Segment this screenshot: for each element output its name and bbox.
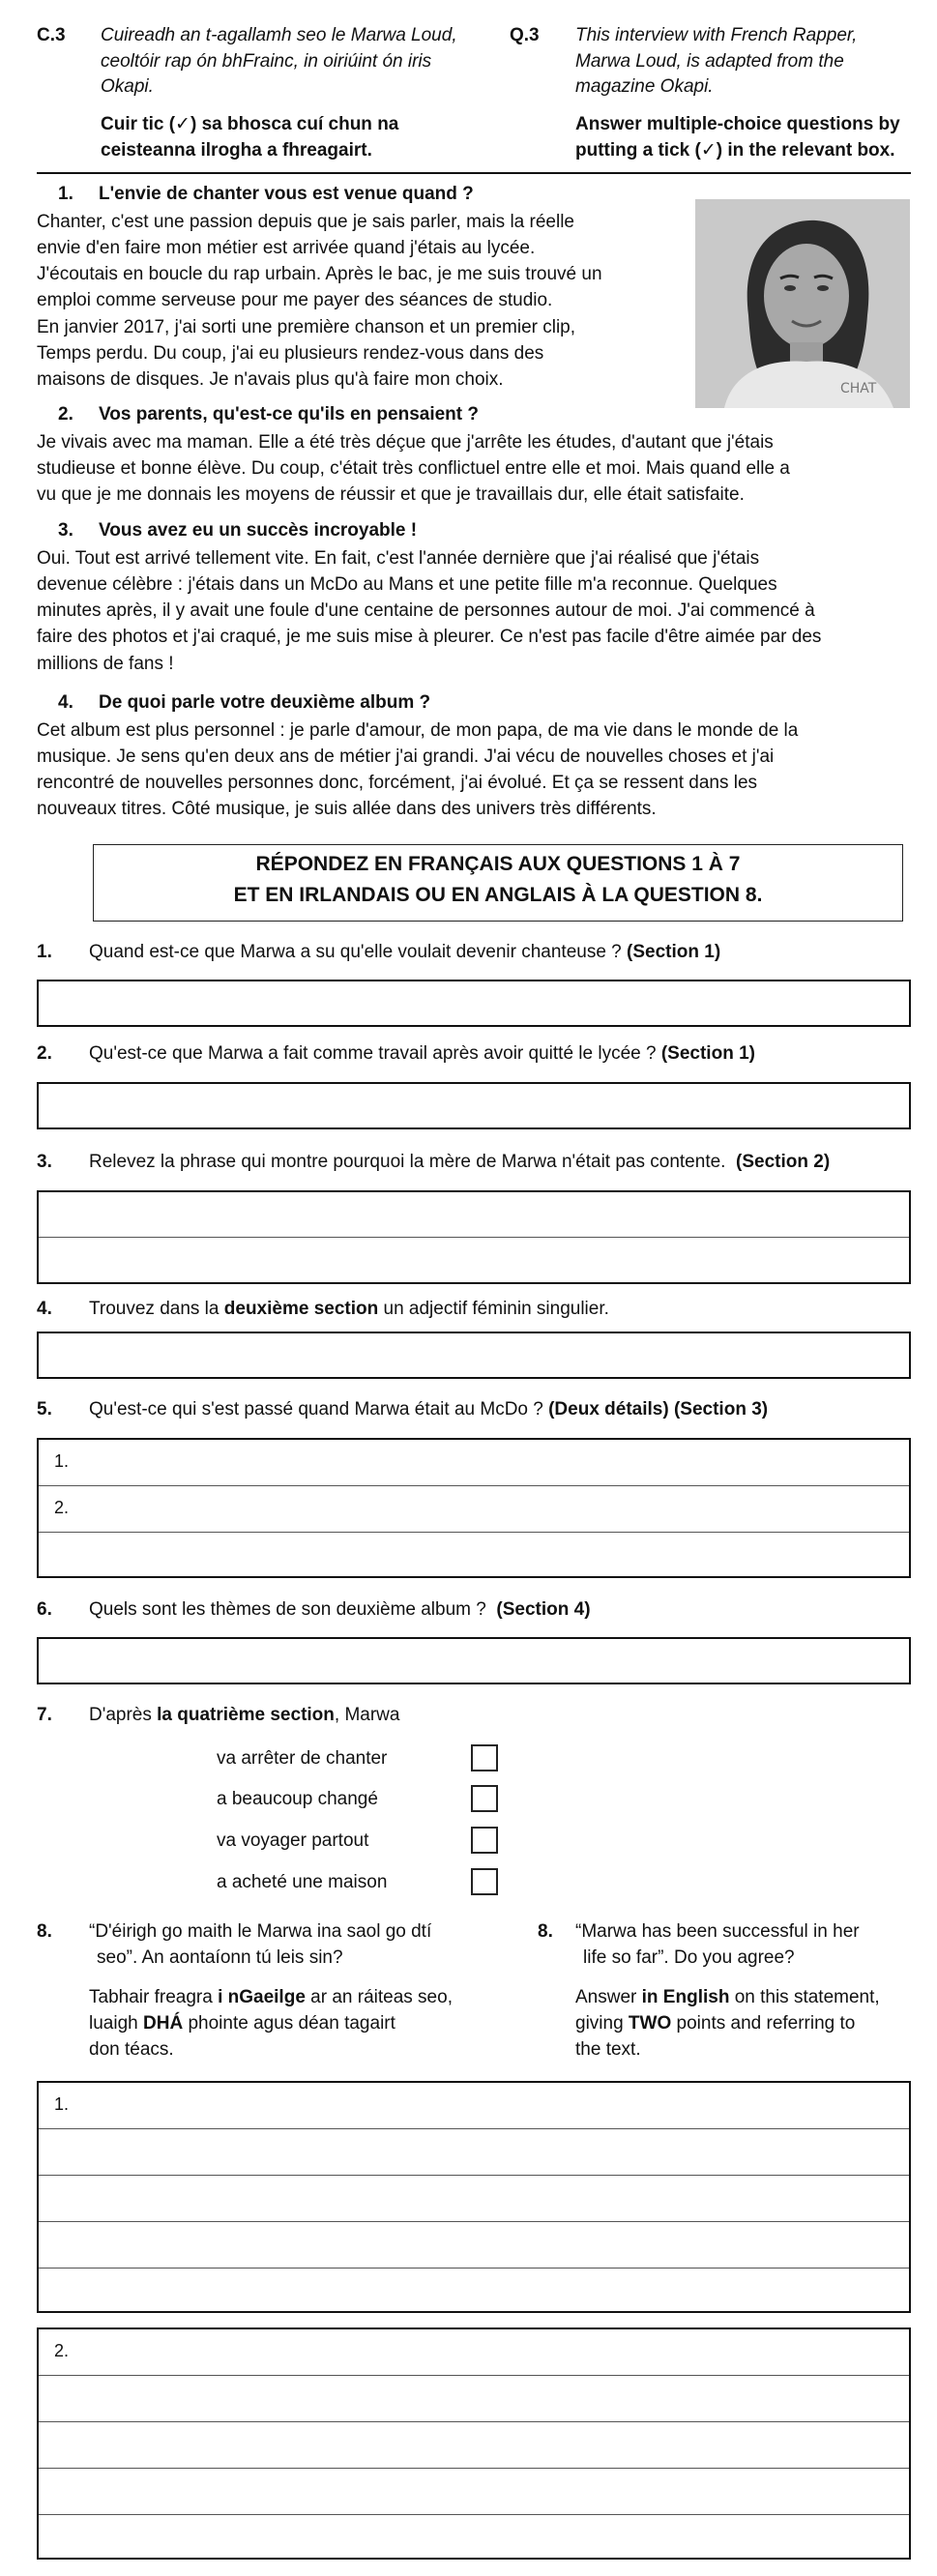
answer-row[interactable] [39,2376,909,2422]
header-left-text: Cuireadh an t-agallamh seo le Marwa Loud, ceoltóir rap ón bhFrainc, in oiriúint ón iris Okapi. [101,25,457,98]
q7-option-1-checkbox[interactable] [471,1744,498,1771]
answer-row[interactable] [39,1192,909,1238]
answer-box-q8-point-2[interactable] [37,2327,911,2560]
q7-option-3-label: va voyager partout [217,1830,369,1851]
question-4: 4. Trouvez dans la deuxième section un adjectif féminin singulier. [37,1299,609,1319]
answer-box-q8-point-1[interactable] [37,2081,911,2313]
question-1: 1. Quand est-ce que Marwa a su qu'elle voulait devenir chanteuse ? (Section 1) [37,942,721,962]
answer-row-1[interactable] [39,1440,909,1486]
question-2: 2. Qu'est-ce que Marwa a fait comme travail après avoir quitté le lycée ? (Section 1) [37,1043,755,1064]
answer-row[interactable] [39,2129,909,2176]
q7-option-3-checkbox[interactable] [471,1827,498,1854]
answer-row[interactable] [39,2083,909,2129]
section-4-text: Cet album est plus personnel : je parle d'amour, de mon papa, de ma vie dans le monde de la musique. Je sens qu'en deux ans de métier j'ai grandi. J'ai vécu de nouvelles choses et j'ai rencontré de nouvelles personnes donc, forcément, j'ai évolué. Et ça se ressent dans les nouveaux titres. Côté musique, je suis allée dans des univers très différents. [37,720,799,820]
row-label: 2. [54,2341,70,2360]
section-2-text: Je vivais avec ma maman. Elle a été très déçue que j'arrête les études, d'autant que j'étais studieuse et bonne élève. Du coup, c'était très conflictuel entre elle et moi. Mais quand elle a vu que je me donnais les moyens de réussir et que je travaillais dur, elle était satisfaite. [37,432,790,506]
q7-option-4-checkbox[interactable] [471,1868,498,1895]
section-2-heading: 2. Vos parents, qu'est-ce qu'ils en pensaient ? [58,404,479,424]
q7-option-1-label: va arrêter de chanter [217,1748,388,1769]
answer-box-q3[interactable] [37,1190,911,1284]
question-8-irish: “D'éirigh go maith le Marwa ina saol go dtí seo”. An aontaíonn tú leis sin? Tabhair freagra i nGaeilge ar an ráiteas seo, luaigh DHÁ phointe agus déan tagairt don téacs. [89,1921,453,2060]
language-instructions-box [93,844,903,922]
answer-row[interactable] [39,2329,909,2376]
header-divider [37,172,911,174]
q7-option-2-checkbox[interactable] [471,1785,498,1812]
portrait-illustration [695,199,910,408]
answer-box-q6[interactable] [37,1637,911,1684]
question-8-english: “Marwa has been successful in her life so far”. Do you agree? Answer in English on this statement, giving TWO points and referring to the text. [575,1921,880,2060]
section-1-text: Chanter, c'est une passion depuis que je sais parler, mais la réelle envie d'en faire mon métier est arrivée quand j'étais au lycée. J'écoutais en boucle du rap urbain. Après le bac, je me suis trouvé un emploi comme serveuse pour me payer des séances de studio. En janvier 2017, j'ai sorti une première chanson et un premier clip, Temps perdu. Du coup, j'ai eu plusieurs rendez-vous dans des maisons de disques. Je n'avais plus qu'à faire mon choix. [37,212,602,390]
answer-row[interactable] [39,2515,909,2558]
marwa-loud-photo [695,199,910,408]
answer-row[interactable] [39,1238,909,1282]
section-3-text: Oui. Tout est arrivé tellement vite. En fait, c'est l'année dernière que j'ai réalisé que j'étais devenue célèbre : j'étais dans un McDo au Mans et une petite fille m'a reconnue. Quelques minutes après, il y avait une foule d'une centaine de personnes autour de moi. J'ai commencé à faire des photos et j'ai craqué, je me suis mise à pleurer. Ce n'est pas facile d'être aimée par des millions de fans ! [37,548,822,674]
answer-row[interactable] [39,2176,909,2222]
section-3-heading: 3. Vous avez eu un succès incroyable ! [58,520,418,541]
answer-row-2[interactable] [39,1486,909,1533]
q7-option-4-label: a acheté une maison [217,1872,388,1892]
instructions-line-2: ET EN IRLANDAIS OU EN ANGLAIS À LA QUESTION 8. [233,883,763,906]
question-6: 6. Quels sont les thèmes de son deuxième album ? (Section 4) [37,1599,591,1620]
row-label: 1. [54,1451,70,1471]
question-8-irish-number: 8. [37,1921,52,1942]
answer-box-q4[interactable] [37,1332,911,1379]
row-label: 1. [54,2094,70,2114]
answer-row[interactable] [39,2222,909,2269]
header-right-instruction: Answer multiple-choice questions by putting a tick (✓) in the relevant box. [575,114,900,161]
answer-row[interactable] [39,2269,909,2311]
section-4-heading: 4. De quoi parle votre deuxième album ? [58,692,431,713]
question-8-english-number: 8. [538,1921,553,1942]
answer-row[interactable] [39,2469,909,2515]
svg-text:CHAT: CHAT [840,381,877,396]
header-left-instruction: Cuir tic (✓) sa bhosca cuí chun na ceisteanna ilrogha a fhreagairt. [101,114,399,161]
answer-box-q2[interactable] [37,1082,911,1129]
header-right-label: Q.3 [510,25,540,45]
question-7: 7. D'après la quatrième section, Marwa [37,1705,400,1725]
header-right-text: This interview with French Rapper, Marwa Loud, is adapted from the magazine Okapi. [575,25,858,98]
question-5: 5. Qu'est-ce qui s'est passé quand Marwa était au McDo ? (Deux détails) (Section 3) [37,1399,769,1420]
row-label: 2. [54,1498,70,1517]
answer-box-q5[interactable] [37,1438,911,1578]
question-3: 3. Relevez la phrase qui montre pourquoi la mère de Marwa n'était pas contente. (Section 2) [37,1152,831,1172]
header-left-label: C.3 [37,25,66,45]
q7-option-2-label: a beaucoup changé [217,1789,378,1809]
section-1-heading: 1. L'envie de chanter vous est venue quand ? [58,184,474,204]
instructions-line-1: RÉPONDEZ EN FRANÇAIS AUX QUESTIONS 1 À 7 [255,853,741,875]
answer-box-q1[interactable] [37,980,911,1027]
answer-row[interactable] [39,2422,909,2469]
answer-row-3[interactable] [39,1533,909,1576]
